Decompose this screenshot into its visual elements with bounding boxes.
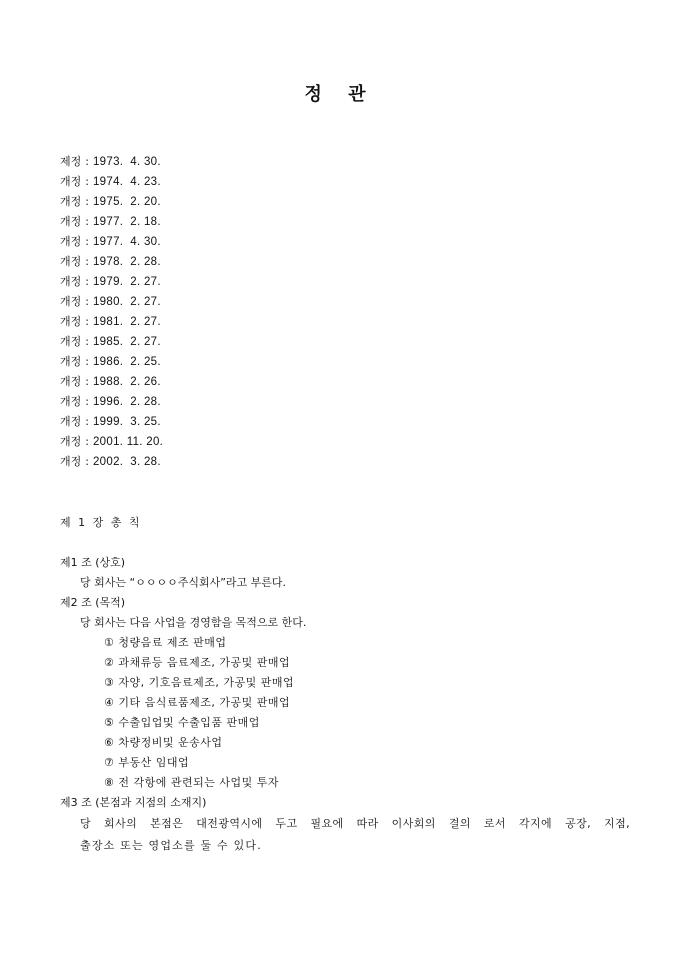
history-row (60, 392, 163, 412)
history-date: 2001. 11. 20. (92, 436, 164, 448)
history-row (60, 432, 163, 452)
page-title: 정 관 (304, 84, 376, 105)
history-separator: : (85, 255, 89, 268)
history-row (60, 272, 163, 292)
article-1-heading: 제1 조 (상호) (60, 556, 126, 569)
history-row (60, 252, 163, 272)
history-separator: : (85, 235, 89, 248)
article-2-item: ⑦ 부동산 임대업 (104, 756, 190, 769)
history-kind: 개정 (60, 255, 82, 268)
history-kind: 개정 (60, 395, 82, 408)
history-separator: : (85, 295, 89, 308)
history-separator: : (85, 155, 89, 168)
history-date: 1979. 2. 27. (92, 276, 161, 288)
history-separator: : (85, 415, 89, 428)
article-3-body (60, 813, 630, 857)
article-1-body: 당 회사는 “ㅇㅇㅇㅇ주식회사”라고 부른다. (80, 576, 287, 589)
history-kind: 개정 (60, 335, 82, 348)
chapter-heading: 제 1 장 총 칙 (60, 516, 142, 529)
history-row (60, 312, 163, 332)
article-2-item: ⑥ 차량정비및 운송사업 (104, 736, 223, 749)
history-separator: : (85, 275, 89, 288)
history-date: 1975. 2. 20. (92, 196, 161, 208)
history-kind: 개정 (60, 235, 82, 248)
history-kind: 개정 (60, 175, 82, 188)
history-separator: : (85, 395, 89, 408)
history-date: 1974. 4. 23. (92, 176, 161, 188)
history-separator: : (85, 335, 89, 348)
articles-section (60, 553, 630, 857)
article-2-item: ② 과채류등 음료제조, 가공및 판매업 (104, 656, 291, 669)
history-row (60, 212, 163, 232)
history-kind: 제정 (60, 155, 82, 168)
article-2-heading: 제2 조 (목적) (60, 596, 126, 609)
history-kind: 개정 (60, 195, 82, 208)
history-kind: 개정 (60, 315, 82, 328)
revision-history (60, 152, 163, 472)
history-kind: 개정 (60, 455, 82, 468)
article-3-body-line: 당 회사의 본점은 대전광역시에 두고 필요에 따라 이사회의 결의 로서 각지에 공장, 지점, (80, 817, 630, 830)
history-row (60, 172, 163, 192)
article-2-item: ③ 자양, 기호음료제조, 가공및 판매업 (104, 676, 295, 689)
history-kind: 개정 (60, 415, 82, 428)
history-separator: : (85, 455, 89, 468)
history-separator: : (85, 375, 89, 388)
history-row (60, 452, 163, 472)
history-kind: 개정 (60, 215, 82, 228)
article-2-item: ⑤ 수출입업및 수출입품 판매업 (104, 716, 260, 729)
article-2-item: ④ 기타 음식료품제조, 가공및 판매업 (104, 696, 291, 709)
history-row (60, 352, 163, 372)
article-2-body: 당 회사는 다음 사업을 경영함을 목적으로 한다. (80, 616, 307, 629)
history-separator: : (85, 175, 89, 188)
article-2-item: ① 청량음료 제조 판매업 (104, 636, 227, 649)
history-date: 1985. 2. 27. (92, 336, 161, 348)
history-kind: 개정 (60, 435, 82, 448)
history-date: 1986. 2. 25. (92, 356, 161, 368)
history-row (60, 232, 163, 252)
history-separator: : (85, 355, 89, 368)
article-3-body-line: 출장소 또는 영업소를 둘 수 있다. (80, 839, 262, 852)
history-separator: : (85, 315, 89, 328)
history-row (60, 292, 163, 312)
history-separator: : (85, 215, 89, 228)
history-row (60, 192, 163, 212)
history-date: 1988. 2. 26. (92, 376, 161, 388)
history-date: 1981. 2. 27. (92, 316, 161, 328)
history-row (60, 332, 163, 352)
history-date: 1977. 2. 18. (92, 216, 161, 228)
history-row (60, 412, 163, 432)
history-kind: 개정 (60, 355, 82, 368)
history-date: 2002. 3. 28. (92, 456, 161, 468)
article-3-heading: 제3 조 (본점과 지점의 소재지) (60, 796, 207, 809)
history-date: 1980. 2. 27. (92, 296, 161, 308)
history-date: 1978. 2. 28. (92, 256, 161, 268)
history-separator: : (85, 435, 89, 448)
history-date: 1973. 4. 30. (92, 156, 161, 168)
history-kind: 개정 (60, 295, 82, 308)
article-2-item: ⑧ 전 각항에 관련되는 사업및 투자 (104, 776, 279, 789)
history-kind: 개정 (60, 375, 82, 388)
history-kind: 개정 (60, 275, 82, 288)
history-date: 1999. 3. 25. (92, 416, 161, 428)
history-separator: : (85, 195, 89, 208)
history-date: 1977. 4. 30. (92, 236, 161, 248)
history-row (60, 372, 163, 392)
history-date: 1996. 2. 28. (92, 396, 161, 408)
history-row (60, 152, 163, 172)
